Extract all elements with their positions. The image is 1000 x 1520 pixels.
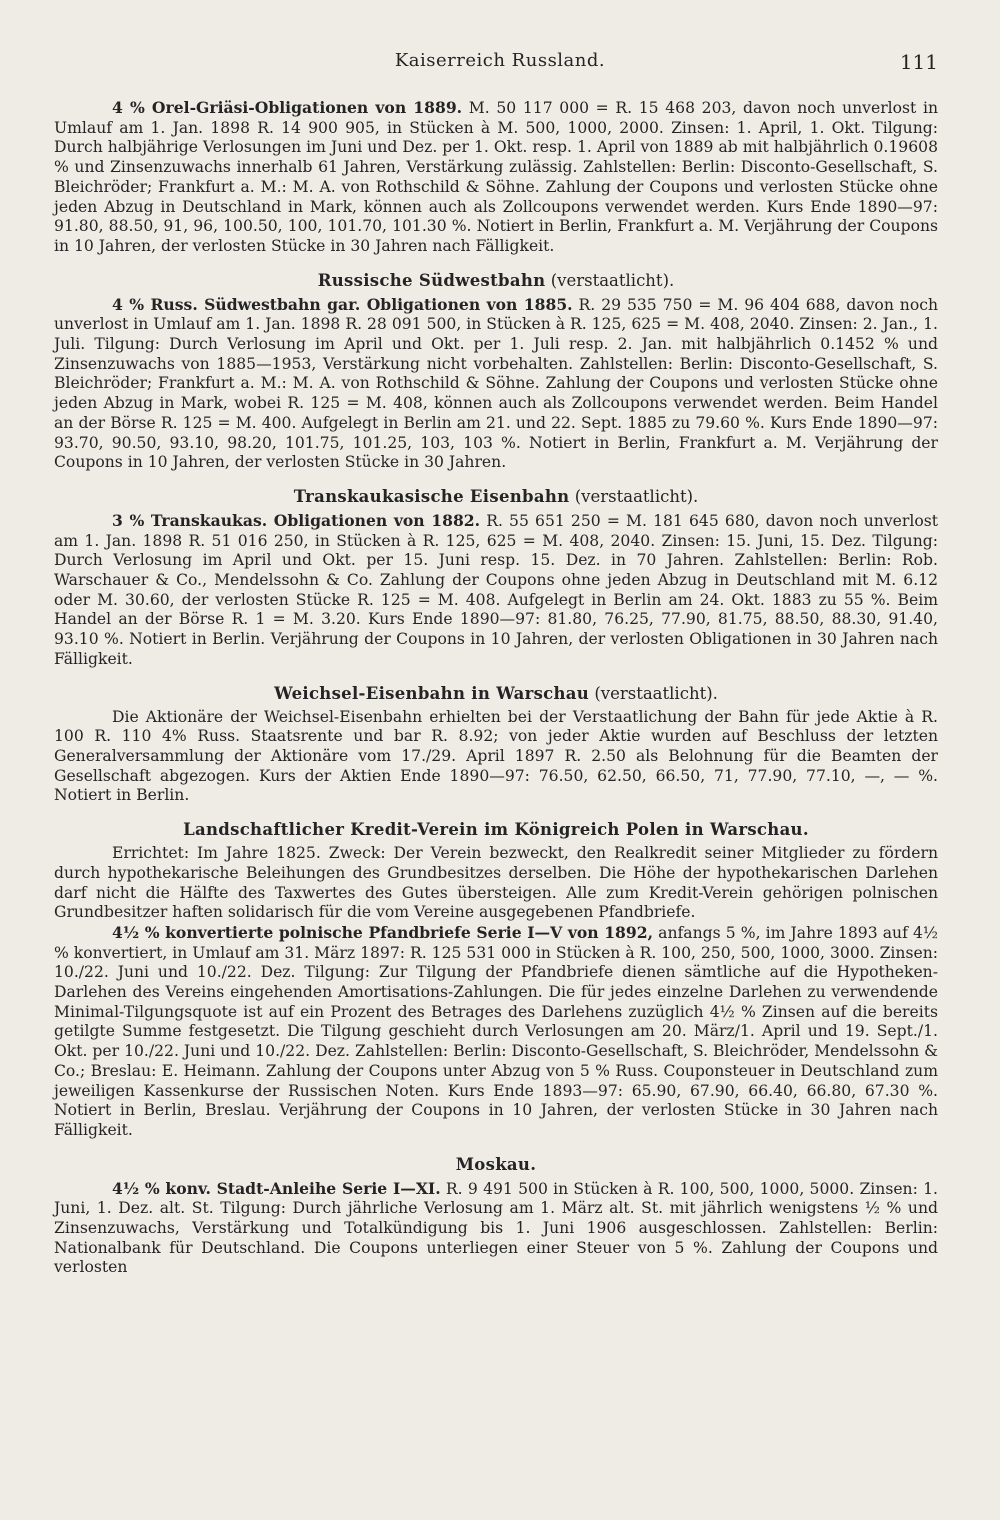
orel-entry: [54, 98, 938, 257]
section-title-transkauk: [54, 487, 938, 507]
transkauk-title: Transkaukasische Eisenbahn: [293, 486, 570, 506]
section-title-landschaft: [54, 820, 938, 840]
page-header: [0, 50, 1000, 80]
landschaft-entry: [54, 923, 938, 1141]
section-title-moskau: [54, 1155, 938, 1175]
transkauk-lead: 3 % Transkaukas. Obligationen von 1882.: [112, 510, 481, 530]
moskau-text: R. 9 491 500 in Stücken à R. 100, 500, 1000, 5000. Zinsen: 1. Juni, 1. Dez. alt. St. Tilgung: Durch jährliche Verlosung am 1. März alt. St. mit jährlich wenigstens ½ % und Zinsenzuwachs, Verstärkung und Totalkündigung bis 1. Juni 1906 ausgeschlossen. Zahlstellen: Berlin: Nationalbank für Deutschland. Die Coupons unterliegen einer Steuer von 5 %. Zahlung der Coupons und verlosten: [54, 1179, 938, 1277]
landschaft-title: Landschaftlicher Kredit-Verein im Königreich Polen in Warschau.: [183, 820, 809, 840]
suedwest-lead: 4 % Russ. Südwestbahn gar. Obligationen von 1885.: [112, 294, 573, 314]
transkauk-text: R. 55 651 250 = M. 181 645 680, davon noch unverlost am 1. Jan. 1898 R. 51 016 250, in Stücken à R. 125, 625 = M. 408, 2040. Zinsen: 15. Juni, 15. Dez. Tilgung: Durch Verlosung im April und Okt. per 15. Juni resp. 15. Dez. in 70 Jahren. Zahlstellen: Berlin: Rob. Warschauer & Co., Mendelssohn & Co. Zahlung der Coupons ohne jeden Abzug in Deutschland mit M. 6.12 oder M. 30.60, der verlosten Stücke R. 125 = M. 408. Aufgelegt in Berlin am 24. Okt. 1883 zu 55 %. Beim Handel an der Börse R. 1 = M. 3.20. Kurs Ende 1890—97: 81.80, 76.25, 77.90, 81.75, 88.50, 88.30, 91.40, 93.10 %. Notiert in Berlin. Verjährung der Coupons in 10 Jahren, der verlosten Obligationen in 30 Jahren nach Fälligkeit.: [54, 511, 938, 668]
suedwest-entry: [54, 295, 938, 473]
landschaft-intro: Errichtet: Im Jahre 1825. Zweck: Der Verein bezweckt, den Realkredit seiner Mitglieder zu fördern durch hypothekarische Beleihungen des Grundbesitzes derselben. Die Höhe der hypothekarischen Darlehen darf nicht die Hälfte des Taxwertes des Gutes übersteigen. Alle zum Kredit-Verein gehörigen polnischen Grundbesitzer haften solidarisch für die vom Vereine ausgegebenen Pfandbriefe.: [54, 844, 938, 922]
weichsel-entry: Die Aktionäre der Weichsel-Eisenbahn erhielten bei der Verstaatlichung der Bahn für jede Aktie à R. 100 R. 110 4% Russ. Staatsrente und bar R. 8.92; von jeder Aktie wurden auf Beschluss der letzten Generalversammlung der Aktionäre vom 17./29. April 1897 R. 2.50 als Belohnung für die Beamten der Gesellschaft abgezogen. Kurs der Aktien Ende 1890—97: 76.50, 62.50, 66.50, 71, 77.90, 77.10, —, — %. Notiert in Berlin.: [54, 707, 938, 805]
section-title-weichsel: [54, 684, 938, 704]
moskau-title: Moskau.: [455, 1154, 537, 1174]
transkauk-note: (verstaatlicht).: [569, 486, 699, 506]
suedwest-title: Russische Südwestbahn: [317, 270, 546, 290]
moskau-lead: 4½ % konv. Stadt-Anleihe Serie I—XI.: [112, 1178, 441, 1198]
landschaft-lead: 4½ % konvertierte polnische Pfandbriefe Serie I—V von 1892,: [112, 922, 654, 942]
moskau-entry: [54, 1179, 938, 1279]
page-number: 111: [899, 50, 938, 74]
suedwest-text: R. 29 535 750 = M. 96 404 688, davon noch unverlost in Umlauf am 1. Jan. 1898 R. 28 091 500, in Stücken à R. 125, 625 = M. 408, 2040. Zinsen: 2. Jan., 1. Juli. Tilgung: Durch Verlosung im April und Okt. per 1. Juli resp. 2. Jan. mit halbjährlich 0.1452 % und Zinsenzuwachs von 1885—1953, Verstärkung nicht vorbehalten. Zahlstellen: Berlin: Disconto-Gesellschaft, S. Bleichröder; Frankfurt a. M.: M. A. von Rothschild & Söhne. Zahlung der Coupons und verlosten Stücke ohne jeden Abzug in Mark, wobei R. 125 = M. 408, können auch als Zollcoupons verwendet werden. Beim Handel an der Börse R. 125 = M. 400. Aufgelegt in Berlin am 21. und 22. Sept. 1885 zu 79.60 %. Kurs Ende 1890—97: 93.70, 90.50, 93.10, 98.20, 101.75, 101.25, 103, 103 %. Notiert in Berlin, Frankfurt a. M. Verjährung der Coupons in 10 Jahren, der verlosten Stücke in 30 Jahren.: [54, 295, 939, 472]
section-title-suedwest: [54, 271, 938, 291]
weichsel-note: (verstaatlicht).: [589, 683, 718, 703]
weichsel-title: Weichsel-Eisenbahn in Warschau: [274, 683, 590, 703]
transkauk-entry: [54, 511, 938, 670]
suedwest-note: (verstaatlicht).: [545, 270, 675, 290]
orel-text: M. 50 117 000 = R. 15 468 203, davon noch unverlost in Umlauf am 1. Jan. 1898 R. 14 900 905, in Stücken à M. 500, 1000, 2000. Zinsen: 1. April, 1. Okt. Tilgung: Durch halbjährige Verlosungen im Juni und Dez. per 1. Okt. resp. 1. April von 1889 ab mit halbjährlich 0.19608 % und Zinsenzuwachs innerhalb 61 Jahren, Verstärkung zulässig. Zahlstellen: Berlin: Disconto-Gesellschaft, S. Bleichröder; Frankfurt a. M.: M. A. von Rothschild & Söhne. Zahlung der Coupons und verlosten Stücke ohne jeden Abzug in Deutschland in Mark, können auch als Zollcoupons verwendet werden. Kurs Ende 1890—97: 91.80, 88.50, 91, 96, 100.50, 100, 101.70, 101.30 %. Notiert in Berlin, Frankfurt a. M. Verjährung der Coupons in 10 Jahren, der verlosten Stücke in 30 Jahren nach Fälligkeit.: [54, 99, 938, 255]
running-title: Kaiserreich Russland.: [394, 50, 606, 71]
landschaft-text: anfangs 5 %, im Jahre 1893 auf 4½ % konvertiert, in Umlauf am 31. März 1897: R. 125 531 000 in Stücken à R. 100, 250, 500, 1000, 3000. Zinsen: 10./22. Juni und 10./22. Dez. Tilgung: Zur Tilgung der Pfandbriefe dienen sämtliche auf die Hypotheken-Darlehen des Vereins eingehenden Amortisations-Zahlungen. Die für jedes einzelne Darlehen zu verwendende Minimal-Tilgungsquote ist auf ein Prozent des Betrages des Darlehens zuzüglich 4½ % Zinsen auf die bereits getilgte Summe festgesetzt. Die Tilgung geschieht durch Verlosungen am 20. März/1. April und 19. Sept./1. Okt. per 10./22. Juni und 10./22. Dez. Zahlstellen: Berlin: Disconto-Gesellschaft, S. Bleichröder, Mendelssohn & Co.; Breslau: E. Heimann. Zahlung der Coupons unter Abzug von 5 % Russ. Couponsteuer in Deutschland zum jeweiligen Kassenkurse der Russischen Noten. Kurs Ende 1893—97: 65.90, 67.90, 66.40, 66.80, 67.30 %. Notiert in Berlin, Breslau. Verjährung der Coupons in 10 Jahren, der verlosten Stücke in 30 Jahren nach Fälligkeit.: [54, 923, 939, 1139]
page-content: [54, 98, 938, 1278]
orel-lead: 4 % Orel-Griäsi-Obligationen von 1889.: [112, 98, 463, 117]
